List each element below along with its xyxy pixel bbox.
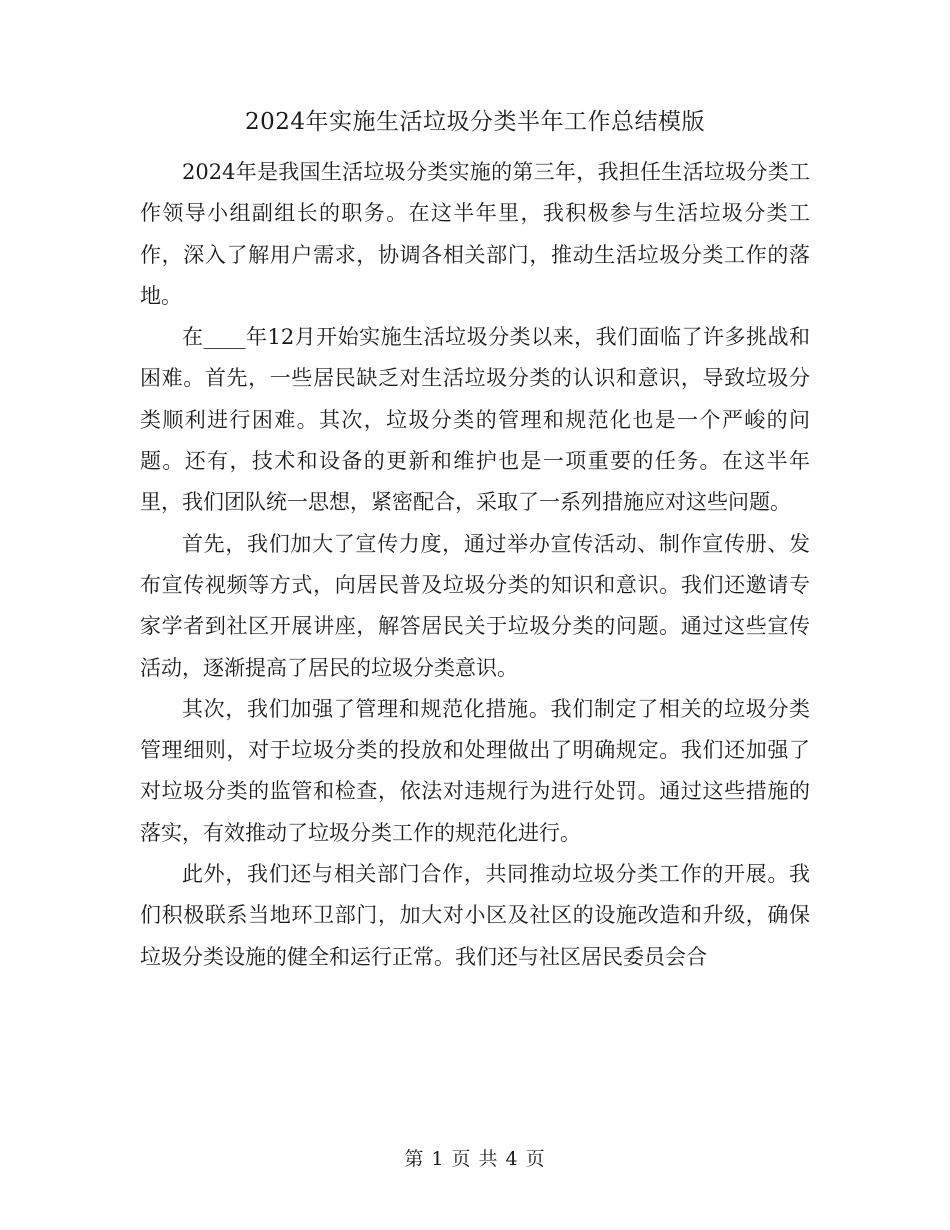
paragraph-5: 此外，我们还与相关部门合作，共同推动垃圾分类工作的开展。我们积极联系当地环卫部门，加大对小区及社区的设施改造和升级，确保垃圾分类设施的健全和运行正常。我们还与社区居民委员会合: [140, 862, 810, 969]
paragraph-4: 其次，我们加强了管理和规范化措施。我们制定了相关的垃圾分类管理细则，对于垃圾分类的投放和处理做出了明确规定。我们还加强了对垃圾分类的监管和检查，依法对违规行为进行处罚。通过这些措施的落实，有效推动了垃圾分类工作的规范化进行。: [140, 696, 810, 845]
document-title: 2024年实施生活垃圾分类半年工作总结模版: [244, 109, 706, 135]
paragraph-2: 在____年12月开始实施生活垃圾分类以来，我们面临了许多挑战和困难。首先，一些居民缺乏对生活垃圾分类的认识和意识，导致垃圾分类顺利进行困难。其次，垃圾分类的管理和规范化也是一个严峻的问题。还有，技术和设备的更新和维护也是一项重要的任务。在这半年里，我们团队统一思想，紧密配合，采取了一系列措施应对这些问题。: [140, 325, 810, 515]
paragraph-1: 2024年是我国生活垃圾分类实施的第三年，我担任生活垃圾分类工作领导小组副组长的职务。在这半年里，我积极参与生活垃圾分类工作，深入了解用户需求，协调各相关部门，推动生活垃圾分类工作的落地。: [140, 160, 810, 308]
document-body: [140, 152, 810, 978]
page-number-footer: 第 1 页 共 4 页: [404, 1148, 546, 1170]
paragraph-3: 首先，我们加大了宣传力度，通过举办宣传活动、制作宣传册、发布宣传视频等方式，向居民普及垃圾分类的知识和意识。我们还邀请专家学者到社区开展讲座，解答居民关于垃圾分类的问题。通过这些宣传活动，逐渐提高了居民的垃圾分类意识。: [140, 531, 810, 680]
